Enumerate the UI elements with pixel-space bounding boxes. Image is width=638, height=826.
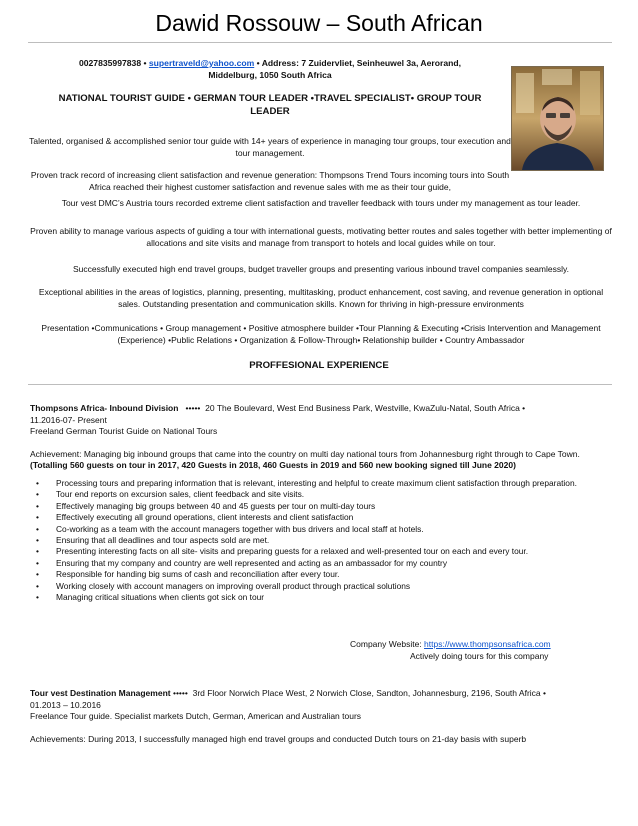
job-tourvest bbox=[30, 688, 612, 745]
skills-paragraph: Presentation •Communications • Group management • Positive atmosphere builder •Tour Planning & Executing •Crisis Intervention and Management (Experience) •Public Relations • Organization & Follow-Through• Relationship builder • Country Ambassador bbox=[41, 323, 601, 345]
list-item: • Responsible for handing big sums of cash and reconciliation after every tour. bbox=[30, 569, 610, 580]
section-heading-experience: PROFFESIONAL EXPERIENCE bbox=[249, 360, 389, 371]
summary-paragraph-2a: Proven track record of increasing client satisfaction and revenue generation: Thompsons Trend Tours incoming tours into South Africa reached their highest customer satisfaction and revenue sales with me as their tour guide, bbox=[30, 170, 510, 192]
roles-line-1: NATIONAL TOURIST GUIDE • GERMAN TOUR LEADER •TRAVEL SPECIALIST• GROUP TOUR bbox=[58, 93, 482, 104]
website-link[interactable]: https://www.thompsonsafrica.com bbox=[424, 639, 551, 649]
section-divider bbox=[28, 384, 612, 385]
company-address: 3rd Floor Norwich Place West, 2 Norwich Close, Sandton, Johannesburg, 2196, South Africa • bbox=[192, 688, 546, 698]
summary-paragraph-5: Exceptional abilities in the areas of logistics, planning, presenting, multitasking, product enhancement, cost saving, and revenue generation in optional sales. Outstanding presentation and communication skills. Known for thriving in high-pressure environments bbox=[38, 287, 604, 309]
list-item: • Co-working as a team with the account managers together with bus drivers and local staff at hotels. bbox=[30, 524, 610, 535]
job-dates: 01.2013 – 10.2016 bbox=[30, 699, 101, 710]
job-header bbox=[30, 403, 612, 415]
separator-dots: ••••• bbox=[185, 403, 201, 413]
phone-number: 0027835997838 bbox=[78, 58, 142, 68]
list-item: • Ensuring that all deadlines and tour aspects sold are met. bbox=[30, 535, 610, 546]
summary-paragraph-3: Proven ability to manage various aspects of guiding a tour with international guests, motivating better routes and sales together with better implementing of allocations and site visits and manage from transport to hotels and local guides while on tour. bbox=[30, 226, 612, 248]
separator-dots: ••••• bbox=[172, 688, 188, 698]
job-role: Freeland German Tourist Guide on National Tours bbox=[30, 426, 218, 436]
summary-paragraph-1: Talented, organised & accomplished senior tour guide with 14+ years of experience in managing tour groups, tour execution and tour management. bbox=[29, 136, 511, 158]
job-achievement bbox=[30, 449, 612, 472]
website-note: Actively doing tours for this company bbox=[410, 651, 549, 661]
contact-block: 0027835997838 • supertraveld@yahoo.com • Address: 7 Zuidervliet, Seinheuwel 3a, Aerorand, Middelburg, 1050 South Africa bbox=[78, 58, 462, 80]
duties-list bbox=[30, 478, 610, 603]
list-item: • Managing critical situations when clients got sick on tour bbox=[30, 592, 610, 603]
list-item: • Effectively executing all ground operations, client interests and client satisfaction bbox=[30, 512, 610, 523]
list-item: • Processing tours and preparing information that is relevant, interesting and helpful to create maximum client satisfaction through preparation. bbox=[30, 478, 610, 489]
list-item: • Working closely with account managers on improving overall product through practical solutions bbox=[30, 581, 610, 592]
job-achievement: Achievements: During 2013, I successfully managed high end travel groups and conducted Dutch tours on 21-day basis with superb bbox=[30, 733, 527, 744]
job-dates: 11.2016-07- Present bbox=[30, 414, 107, 425]
list-item: • Tour end reports on excursion sales, client feedback and site visits. bbox=[30, 489, 610, 500]
summary-paragraph-2b: Tour vest DMC’s Austria tours recorded extreme client satisfaction and traveller feedback with tours under my management as tour leader. bbox=[61, 198, 581, 208]
title-divider bbox=[28, 42, 612, 43]
roles-heading bbox=[30, 92, 510, 118]
profile-photo bbox=[511, 66, 604, 171]
list-item: • Effectively managing big groups between 40 and 45 guests per tour on multi-day tours bbox=[30, 501, 610, 512]
resume-title: Dawid Rossouw – South African bbox=[155, 10, 483, 36]
list-item: • Ensuring that my company and country are well represented and acting as an ambassador for my country bbox=[30, 558, 610, 569]
list-item: • Presenting interesting facts on all site- visits and preparing guests for a relaxed and well-presented tour on each and every tour. bbox=[30, 546, 610, 557]
job-role: Freelance Tour guide. Specialist markets Dutch, German, American and Australian tours bbox=[30, 711, 362, 721]
achievement-text: Achievement: Managing big inbound groups that came into the country on multi day national tours from Johannesburg right through to Cape Town. bbox=[30, 448, 580, 459]
roles-line-2: LEADER bbox=[250, 106, 290, 117]
company-website-block bbox=[350, 638, 638, 662]
achievement-totals: (Totalling 560 guests on tour in 2017, 420 Guests in 2018, 460 Guests in 2019 and 560 new booking signed till June 2020) bbox=[30, 460, 516, 470]
email-link[interactable]: supertraveld@yahoo.com bbox=[148, 58, 255, 68]
summary-paragraph-4: Successfully executed high end travel groups, budget traveller groups and presenting various inbound travel companies seamlessly. bbox=[73, 264, 569, 274]
address-line-2: Middelburg, 1050 South Africa bbox=[208, 70, 332, 80]
job-header bbox=[30, 688, 612, 700]
company-name: Thompsons Africa- Inbound Division bbox=[30, 403, 179, 413]
website-label: Company Website: bbox=[350, 639, 422, 649]
company-address: 20 The Boulevard, West End Business Park, Westville, KwaZulu-Natal, South Africa • bbox=[205, 403, 526, 413]
address-line-1: Address: 7 Zuidervliet, Seinheuwel 3a, Aerorand, bbox=[261, 58, 462, 68]
company-name: Tour vest Destination Management bbox=[30, 688, 171, 698]
job-thompsons bbox=[30, 403, 612, 472]
